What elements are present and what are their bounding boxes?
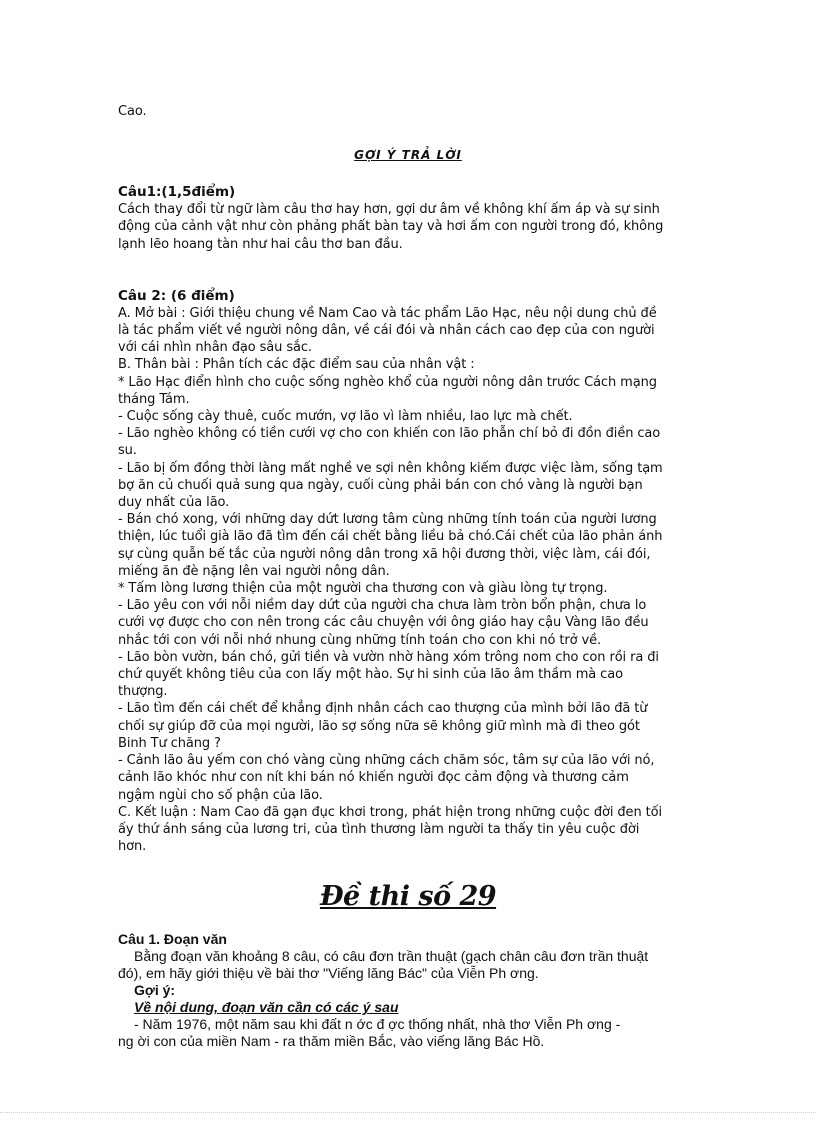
cau2-answer: [118, 305, 698, 856]
cau1-heading: Câu1:(1,5điểm): [118, 184, 236, 201]
cau2-line: thiện, lúc tuổi già lão đã tìm đến cái chết bằng liều bả chó.Cái chết của lão phản ánh: [118, 529, 663, 545]
q1-content-line: - Năm 1976, một năm sau khi đất n ớc đ ợc thống nhất, nhà thơ Viễn Ph ơng -: [134, 1016, 621, 1033]
cau1-line: lạnh lẽo hoang tàn như hai câu thơ ban đầu.: [118, 236, 403, 252]
cau2-line: duy nhất của lão.: [118, 495, 230, 511]
cau2-line: * Tấm lòng lương thiện của một người cha thương con và giàu lòng tự trọng.: [118, 581, 608, 597]
cau2-line: A. Mở bài : Giới thiệu chung về Nam Cao và tác phẩm Lão Hạc, nêu nội dung chủ đề: [118, 305, 657, 321]
cau2-line: chối sự giúp đỡ của mọi người, lão sợ sống nữa sẽ không giữ mình mà đi theo gót: [118, 718, 640, 734]
exam-title: Đề thi số 29: [319, 881, 497, 913]
cau2-line: B. Thân bài : Phân tích các đặc điểm sau của nhân vật :: [118, 357, 475, 373]
cau2-line: su.: [118, 443, 137, 459]
cau2-line: - Lão tìm đến cái chết để khẳng định nhân cách cao thượng của mình bởi lão đã từ: [118, 701, 648, 717]
page-body: [118, 100, 698, 1050]
intro-tail: Cao.: [118, 104, 147, 119]
cau2-line: - Lão bòn vườn, bán chó, gửi tiền và vườn nhờ hàng xóm trông nom cho con rồi ra đi: [118, 649, 659, 665]
cau2-line: hơn.: [118, 839, 147, 855]
q1-prompt-line: đó), em hãy giới thiệu về bài thơ "Viếng lăng Bác" của Viễn Ph ơng.: [118, 965, 539, 982]
cau2-line: - Bán chó xong, với những day dứt lương tâm cùng những tính toán của người lương: [118, 512, 657, 528]
cau2-line: chứ quyết không tiêu của con lấy một hào. Sự hi sinh của lão âm thầm mà cao: [118, 667, 623, 683]
cau2-line: * Lão Hạc điển hình cho cuộc sống nghèo khổ của người nông dân trước Cách mạng: [118, 374, 657, 390]
cau1-answer: [118, 201, 698, 253]
cau2-line: là tác phẩm viết về người nông dân, về cái đói và nhân cách cao đẹp của con người: [118, 323, 655, 339]
q1-heading: Câu 1. Đoạn văn: [118, 931, 227, 948]
page-edge-divider: [0, 1112, 816, 1113]
cau2-line: bợ ăn củ chuối quả sung qua ngày, cuối cùng phải bán con chó vàng là người bạn: [118, 477, 643, 493]
cau2-line: ngậm ngùi cho số phận của lão.: [118, 787, 323, 803]
cau2-heading: Câu 2: (6 điểm): [118, 287, 235, 304]
cau2-line: ấy thứ ánh sáng của lương tri, của tình thương làm người ta thấy tin yêu cuộc đời: [118, 821, 640, 837]
cau2-line: cưới vợ được cho con nên trong các câu chuyện với ông giáo hay cậu Vàng lão đều: [118, 615, 649, 631]
cau2-line: Binh Tư chăng ?: [118, 735, 221, 751]
cau2-line: tháng Tám.: [118, 391, 190, 407]
cau1-line: động của cảnh vật như còn phảng phất bàn tay và hơi ấm con người trong đó, không: [118, 219, 664, 235]
answer-title: GỢI Ý TRẢ LỜI: [354, 148, 462, 163]
q1-content-line: ng ời con của miền Nam - ra thăm miền Bắc, vào viếng lăng Bác Hồ.: [118, 1033, 545, 1050]
cau2-line: nhắc tới con với nỗi nhớ nhung cùng những tính toán cho con khi nó trở về.: [118, 632, 602, 648]
cau2-line: với cái nhìn nhân đạo sâu sắc.: [118, 340, 312, 356]
cau2-line: - Lão yêu con với nỗi niềm day dứt của người cha chưa làm tròn bổn phận, chưa lo: [118, 598, 647, 614]
cau2-line: sự cùng quẫn bế tắc của người nông dân trong xã hội đương thời, việc làm, cái đói,: [118, 546, 651, 562]
cau2-line: thượng.: [118, 684, 168, 700]
q1-prompt-line: Bằng đoạn văn khoảng 8 câu, có câu đơn trần thuật (gạch chân câu đơn trần thuật: [134, 948, 649, 965]
cau2-line: - Lão nghèo không có tiền cưới vợ cho con khiến con lão phẫn chí bỏ đi đồn điền cao: [118, 426, 661, 442]
q1-hint-label: Gợi ý:: [134, 982, 176, 999]
cau1-line: Cách thay đổi từ ngữ làm câu thơ hay hơn, gợi dư âm về không khí ấm áp và sự sinh: [118, 202, 660, 218]
cau2-line: C. Kết luận : Nam Cao đã gạn đục khơi trong, phát hiện trong những cuộc đời đen tối: [118, 804, 662, 820]
cau2-line: - Cảnh lão âu yếm con chó vàng cùng những cách chăm sóc, tâm sự của lão với nó,: [118, 753, 655, 769]
cau2-line: cảnh lão khóc như con nít khi bán nó khiến người đọc cảm động và thương cảm: [118, 770, 629, 786]
cau2-line: - Lão bị ốm đồng thời làng mất nghề ve sợi nên không kiếm được việc làm, sống tạm: [118, 460, 663, 476]
q1-content-label: Về nội dung, đoạn văn cần có các ý sau: [134, 999, 399, 1016]
cau2-line: miếng ăn đè nặng lên vai người nông dân.: [118, 563, 390, 579]
cau2-line: - Cuộc sống cày thuê, cuốc mướn, vợ lão vì làm nhiều, lao lực mà chết.: [118, 409, 573, 425]
